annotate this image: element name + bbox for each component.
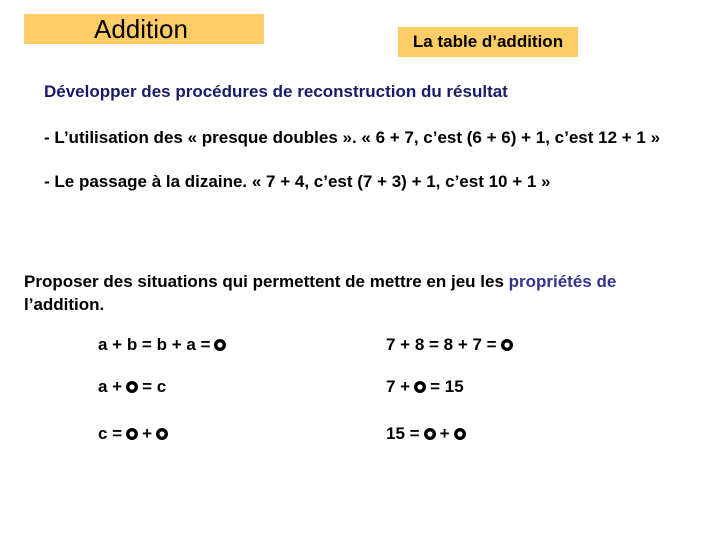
equation-text: 7 + xyxy=(386,377,411,396)
blank-circle-icon xyxy=(423,427,437,441)
equation-text: a + xyxy=(98,377,123,396)
page-title-text: Addition xyxy=(94,14,188,44)
page-subtitle-text: La table d’addition xyxy=(412,32,564,51)
page-title xyxy=(24,14,264,44)
section-heading: Développer des procédures de reconstruction du résultat xyxy=(44,82,508,101)
bullet-passage-dizaine: - Le passage à la dizaine. « 7 + 4, c’est (7 + 3) + 1, c’est 10 + 1 » xyxy=(44,172,551,191)
blank-circle-icon xyxy=(453,427,467,441)
proposal-text-before: Proposer des situations qui permettent de mettre en jeu les xyxy=(24,272,509,291)
equation-left-3 xyxy=(98,424,169,444)
blank-circle-icon xyxy=(125,380,139,394)
equation-left-2 xyxy=(98,377,166,397)
blank-circle-icon xyxy=(125,427,139,441)
page-subtitle xyxy=(398,27,578,57)
blank-circle-icon xyxy=(155,427,169,441)
equation-text: 7 + 8 = 8 + 7 = xyxy=(386,335,497,354)
equation-text: = c xyxy=(142,377,167,396)
equation-left-1 xyxy=(98,335,227,355)
equation-right-3 xyxy=(386,424,467,444)
blank-circle-icon xyxy=(213,338,227,352)
equation-text: = 15 xyxy=(430,377,464,396)
bullet-presque-doubles: - L’utilisation des « presque doubles ». « 6 + 7, c’est (6 + 6) + 1, c’est 12 + 1 » xyxy=(44,128,661,147)
proposal-paragraph xyxy=(24,270,674,316)
proposal-highlight: propriétés de xyxy=(508,272,617,291)
equation-right-1 xyxy=(386,335,514,355)
equation-text: 15 = xyxy=(386,424,420,443)
equation-text: c = xyxy=(98,424,123,443)
equation-right-2 xyxy=(386,377,464,397)
equation-text: + xyxy=(142,424,153,443)
blank-circle-icon xyxy=(500,338,514,352)
proposal-text-after: l’addition. xyxy=(24,295,105,314)
equation-text: a + b = b + a = xyxy=(98,335,211,354)
equation-text: + xyxy=(439,424,450,443)
blank-circle-icon xyxy=(413,380,427,394)
